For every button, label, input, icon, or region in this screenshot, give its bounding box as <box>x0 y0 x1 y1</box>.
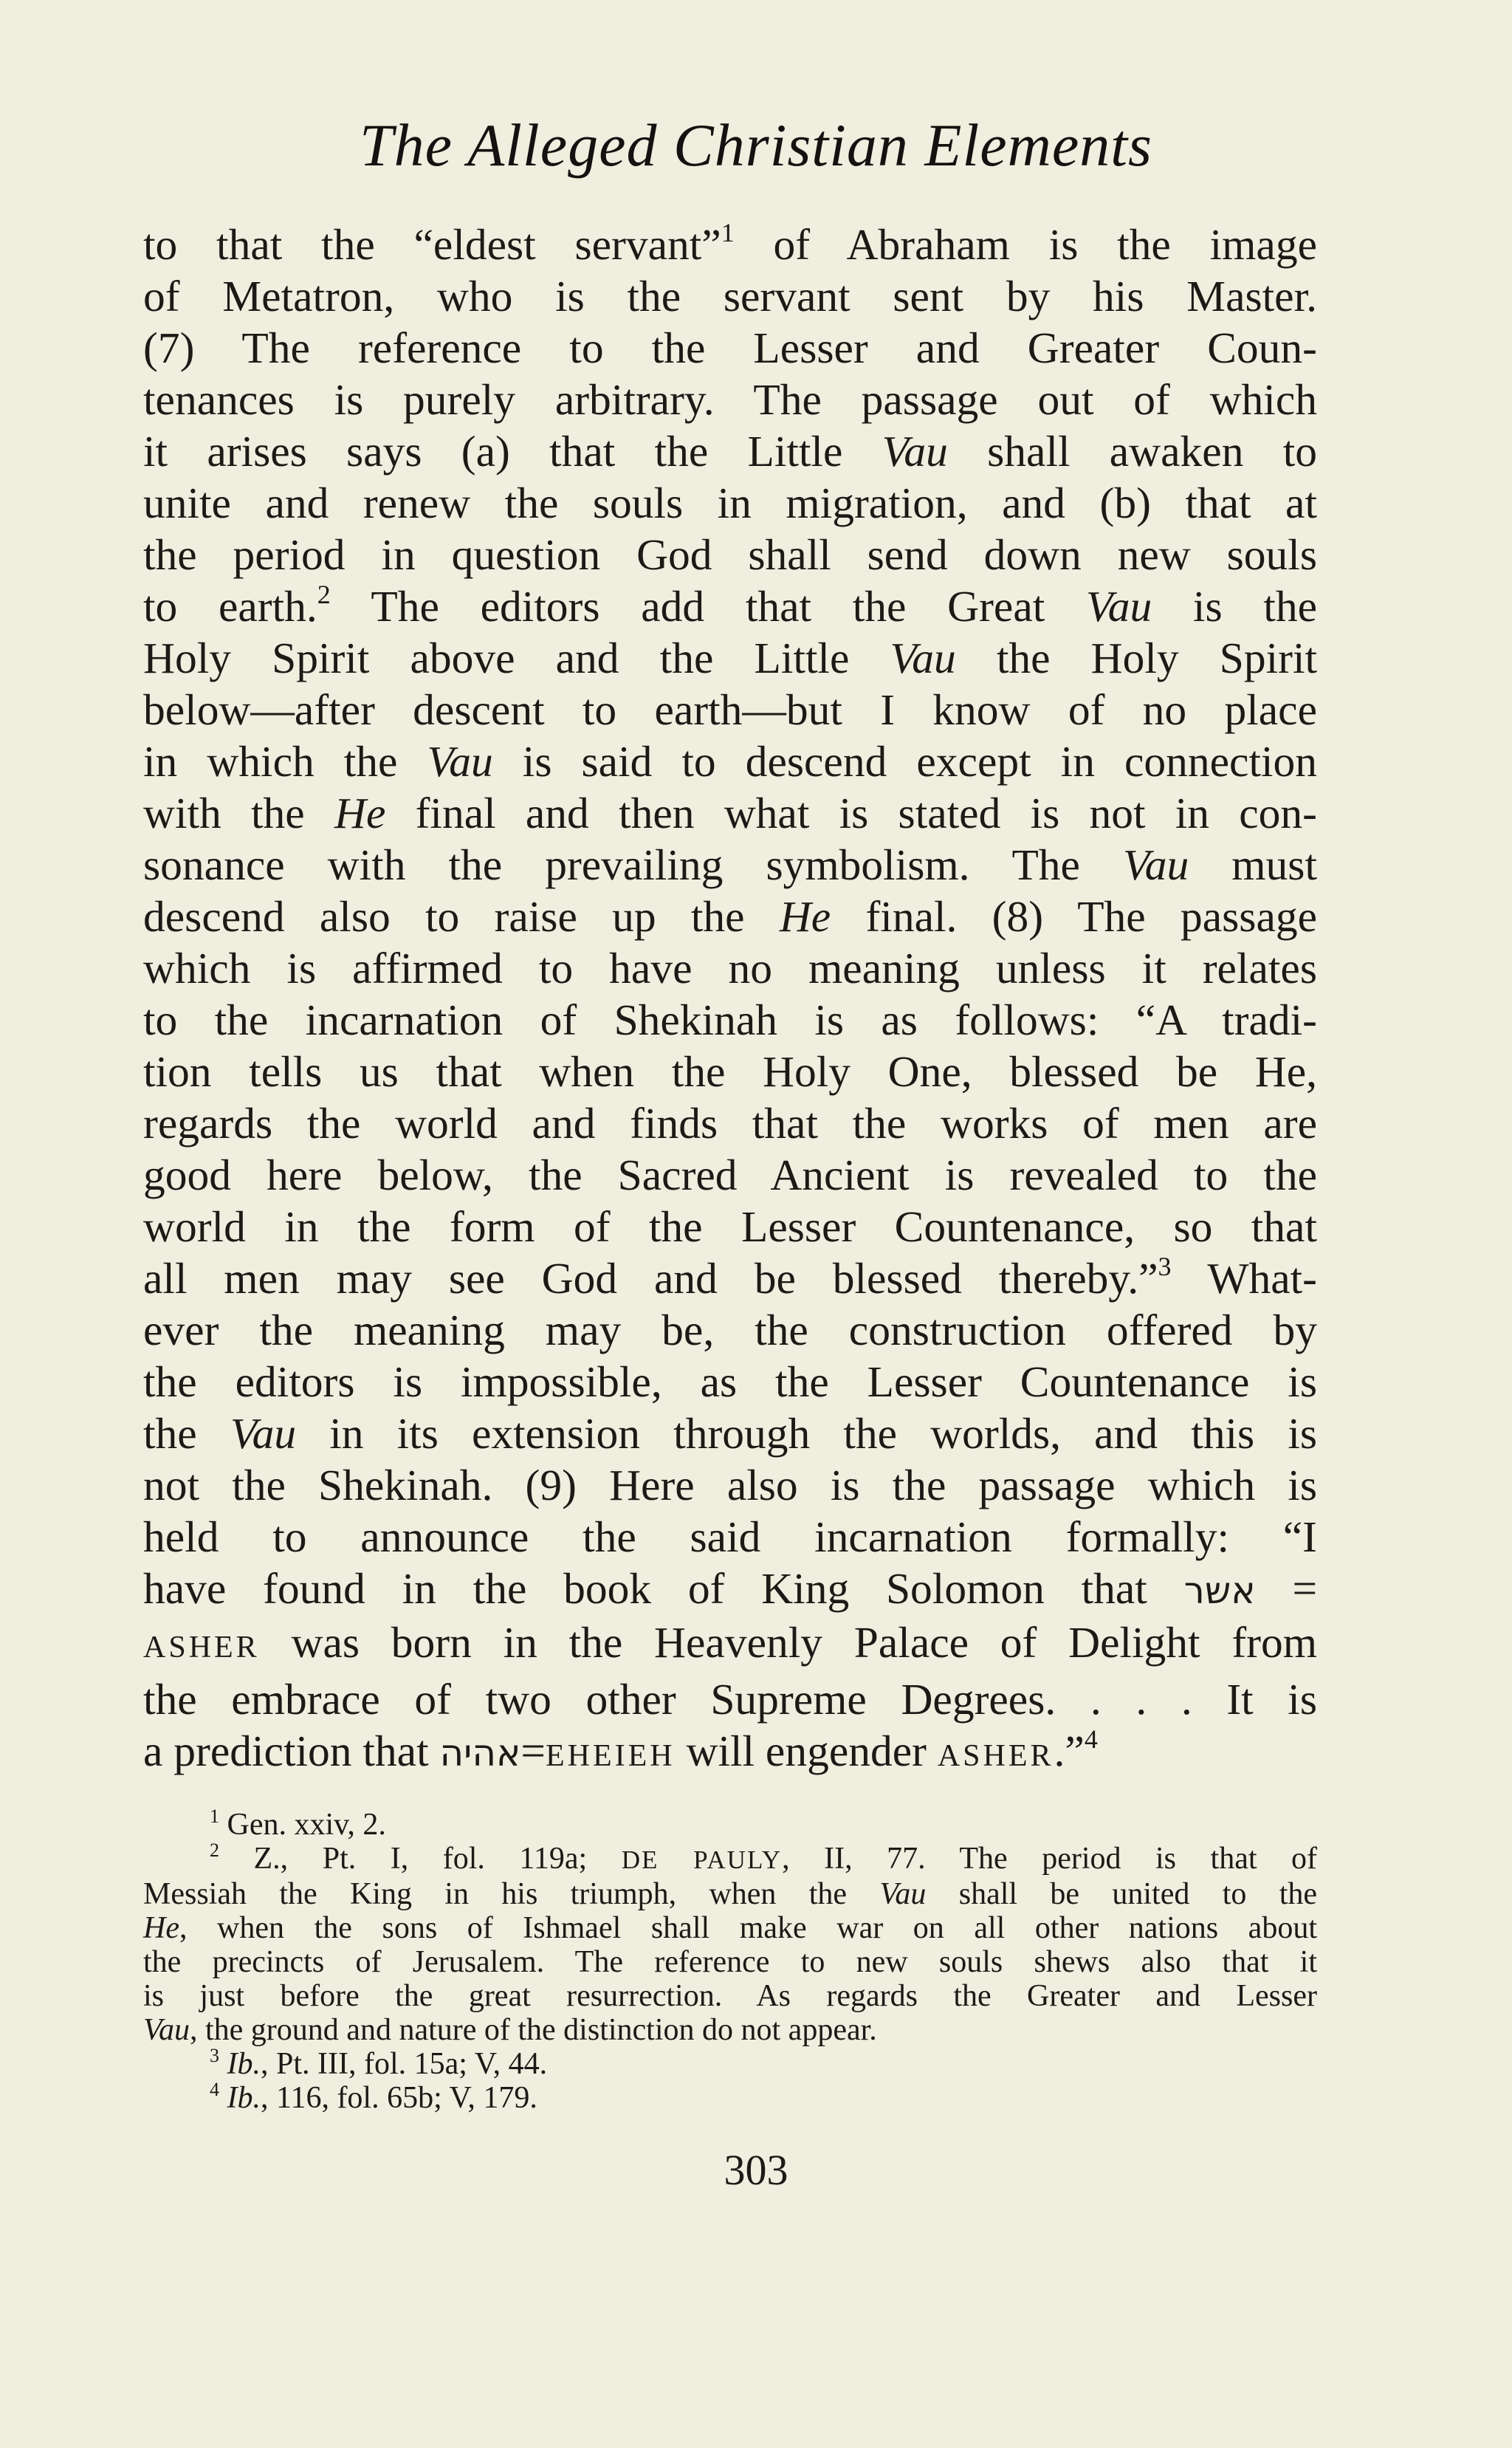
text-line: which is affirmed to have no meaning unless it relates <box>143 944 1317 992</box>
footnote-line: He, when the sons of Ishmael shall make war on all other nations about <box>143 1911 1317 1945</box>
text-line: tion tells us that when the Holy One, blessed be He, <box>143 1047 1317 1096</box>
text-line: the period in question God shall send down new souls <box>143 530 1317 579</box>
running-title: The Alleged Christian Elements <box>360 112 1152 179</box>
footnote-line: the precincts of Jerusalem. The reference to new souls shews also that it <box>143 1945 1317 1979</box>
footnote-line: is just before the great resurrection. As regards the Greater and Lesser <box>143 1979 1317 2013</box>
body-text <box>143 219 1317 1782</box>
hebrew-word: אשר <box>1183 1569 1256 1612</box>
text-line: a prediction that אהיה=EHEIEH will engender ASHER.”$^4$ <box>143 1724 1098 1775</box>
text-line: to the incarnation of Shekinah is as follows: “A tradi- <box>143 995 1317 1044</box>
text-line: all men may see God and be blessed thereby.”$^3$ What- <box>143 1252 1317 1303</box>
text-line: world in the form of the Lesser Countenance, so that <box>143 1202 1317 1251</box>
text-line: not the Shekinah. (9) Here also is the passage which is <box>143 1461 1317 1509</box>
footnote-ref[interactable]: 1 <box>721 218 735 247</box>
hebrew-word: אהיה <box>439 1732 521 1775</box>
footnote-ref[interactable]: 2 <box>317 580 331 609</box>
footnote-1: $^1$ Gen. xxiv, 2. <box>210 1806 386 1842</box>
footnote-3: $^3$ Ib., Pt. III, fol. 15a; V, 44. <box>210 2045 548 2081</box>
footnote-4: $^4$ Ib., 116, fol. 65b; V, 179. <box>210 2079 537 2115</box>
text-line: the Vau in its extension through the worlds, and this is <box>143 1409 1318 1458</box>
text-line: ever the meaning may be, the construction offered by <box>143 1306 1317 1354</box>
text-line: (7) The reference to the Lesser and Greater Coun- <box>143 323 1317 372</box>
footnotes <box>143 1808 1317 2115</box>
text-line: regards the world and finds that the works of men are <box>143 1099 1317 1148</box>
text-line: below—after descent to earth—but I know of no place <box>143 685 1317 734</box>
text-line: good here below, the Sacred Ancient is revealed to the <box>143 1151 1317 1199</box>
text-line: ASHER was born in the Heavenly Palace of Delight from <box>143 1618 1318 1667</box>
footnote-line: Vau, the ground and nature of the distinction do not appear. <box>143 2013 877 2047</box>
text-line: the embrace of two other Supreme Degrees. . . . It is <box>143 1675 1317 1724</box>
text-line: the editors is impossible, as the Lesser Countenance is <box>143 1357 1317 1406</box>
text-line: descend also to raise up the He final. (8) The passage <box>143 892 1318 941</box>
text-line: with the He final and then what is stated is not in con- <box>143 789 1318 837</box>
footnote-line: Messiah the King in his triumph, when the Vau shall be united to the <box>143 1877 1318 1911</box>
text-line: tenances is purely arbitrary. The passage out of which <box>143 375 1317 424</box>
text-line: Holy Spirit above and the Little Vau the Holy Spirit <box>143 634 1318 682</box>
text-line: have found in the book of King Solomon that אשר = <box>143 1564 1318 1613</box>
text-line: sonance with the prevailing symbolism. The Vau must <box>143 840 1317 889</box>
text-line: held to announce the said incarnation formally: “I <box>143 1512 1317 1561</box>
text-line: it arises says (a) that the Little Vau shall awaken to <box>143 427 1318 476</box>
text-line: to earth.$^2$ The editors add that the Great Vau is the <box>143 580 1317 631</box>
footnote-2: $^2$ Z., Pt. I, fol. 119a; DE PAULY, II, 77. The period is that of <box>210 1840 1318 1876</box>
text-line: unite and renew the souls in migration, and (b) that at <box>143 479 1317 527</box>
text-line: in which the Vau is said to descend except in connection <box>143 737 1318 786</box>
text-line: of Metatron, who is the servant sent by his Master. <box>143 272 1317 320</box>
footnote-ref[interactable]: 4 <box>1084 1724 1098 1754</box>
text-line: to that the “eldest servant”$^1$ of Abraham is the image <box>143 218 1317 269</box>
page-number: 303 <box>724 2146 788 2194</box>
footnote-ref[interactable]: 3 <box>1158 1252 1172 1281</box>
